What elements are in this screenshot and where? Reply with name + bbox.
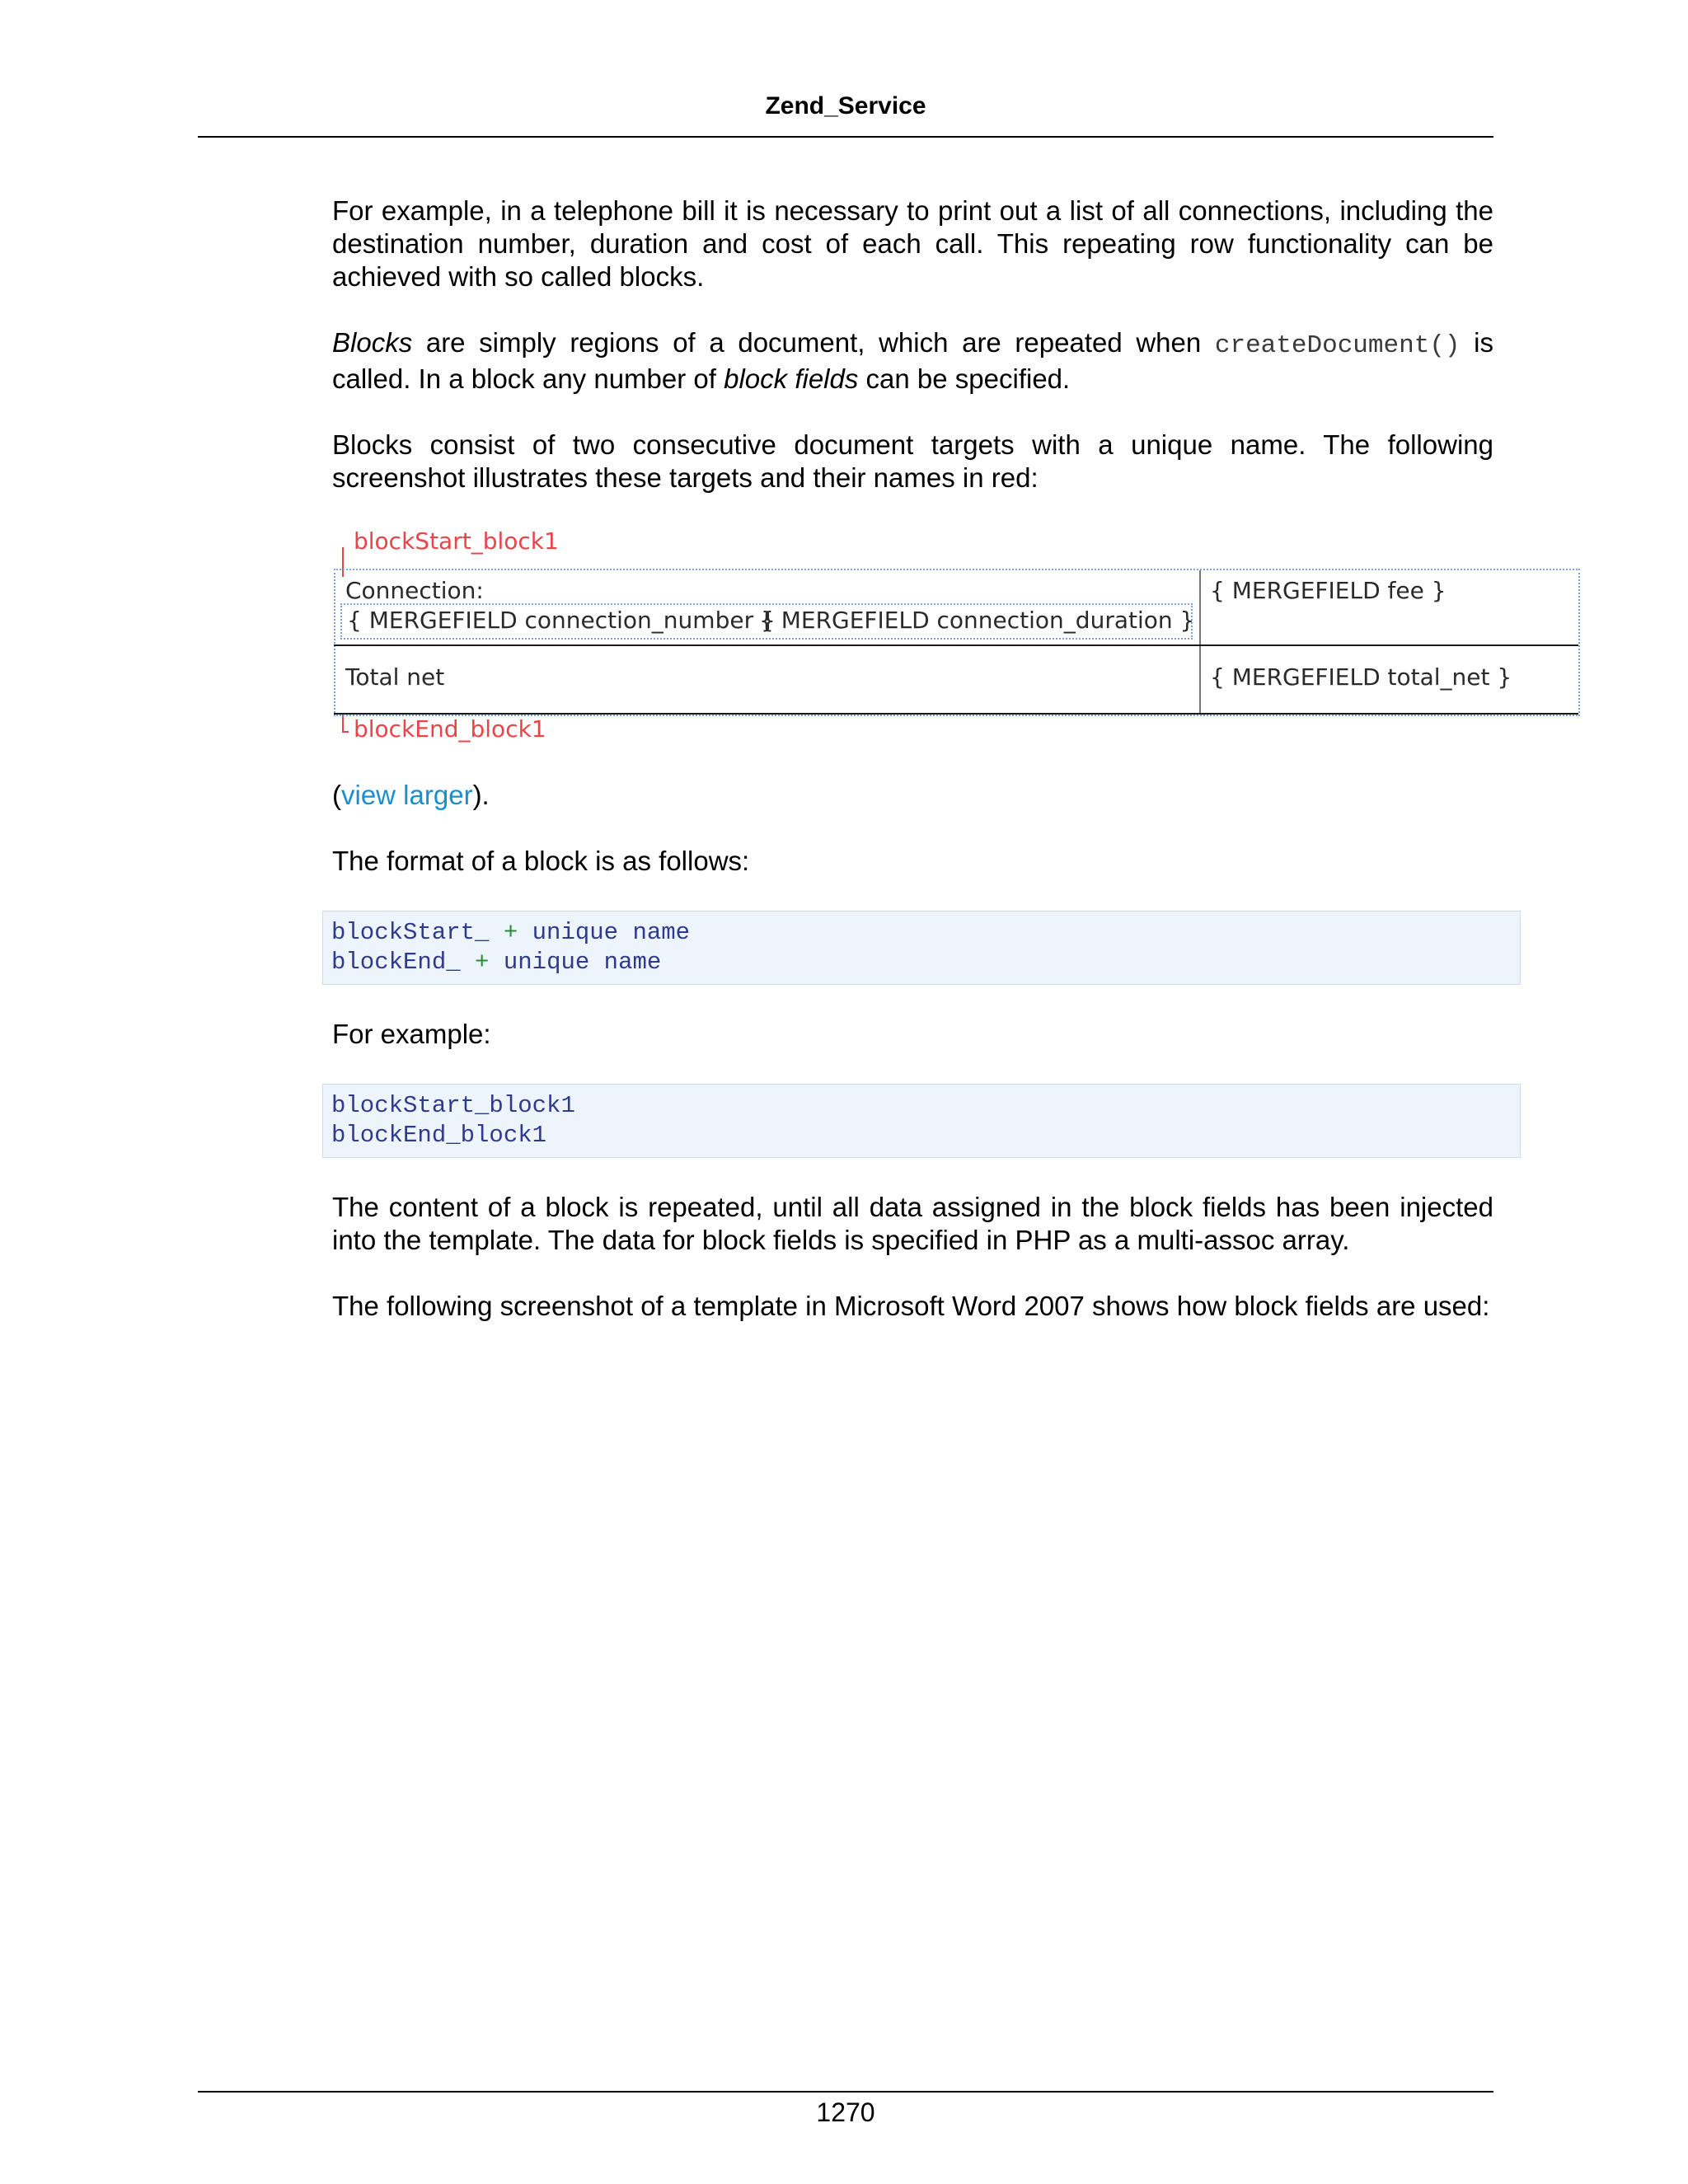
text-segment: can be specified.	[858, 363, 1071, 394]
block-start-label: blockStart_block1	[354, 527, 559, 555]
code-line: blockEnd_block1	[331, 1122, 547, 1149]
code-line: blockStart_block1	[331, 1092, 575, 1119]
block-targets-screenshot	[332, 527, 1578, 746]
page-content	[331, 194, 1512, 1356]
table-column-divider	[1199, 570, 1201, 713]
code-token: blockEnd_	[331, 949, 461, 976]
emphasis-block-fields: block fields	[724, 363, 859, 394]
paragraph-view-larger	[332, 779, 1493, 812]
code-block-example	[322, 1084, 1521, 1158]
emphasis-blocks: Blocks	[332, 327, 413, 358]
code-operator: +	[503, 919, 518, 946]
inline-code-createdocument: createDocument()	[1214, 331, 1461, 360]
paragraph-block-repetition: The content of a block is repeated, until all data assigned in the block fields has been injected into the template. The data for block fields is specified in PHP as a multi-assoc array.	[332, 1192, 1493, 1255]
text-segment: are simply regions of a document, which are repeated when	[412, 327, 1215, 358]
paragraph-word-2007-screenshot: The following screenshot of a template in Microsoft Word 2007 shows how block fields are used:	[332, 1291, 1490, 1321]
code-block-format	[322, 911, 1521, 985]
text-segment: is called. In a block any number of	[332, 327, 1494, 394]
text-segment: (	[332, 780, 341, 810]
fee-field: { MERGEFIELD fee }	[1210, 577, 1447, 604]
page-number: 1270	[816, 2097, 875, 2127]
paragraph-for-example: For example:	[332, 1019, 491, 1049]
page-header-title: Zend_Service	[765, 92, 926, 120]
paragraph-telephone-bill: For example, in a telephone bill it is necessary to print out a list of all connections, including the destination number, duration and cost of each call. This repeating row functionality can be achieved with so called blocks.	[332, 195, 1493, 292]
connection-duration-field: { MERGEFIELD connection_duration }	[759, 607, 1195, 634]
code-token: blockStart_	[331, 919, 490, 946]
connection-number-field: { MERGEFIELD connection_number }	[347, 607, 776, 634]
block-end-label: blockEnd_block1	[354, 715, 546, 743]
paragraph-blocks-targets: Blocks consist of two consecutive document targets with a unique name. The following screenshot illustrates these targets and their names in red:	[332, 429, 1493, 493]
paragraph-format-intro: The format of a block is as follows:	[332, 846, 750, 876]
table-row-divider	[334, 644, 1578, 646]
footer-rule	[198, 2091, 1493, 2093]
header-rule	[198, 136, 1493, 138]
row-connection-label: Connection:	[345, 577, 484, 604]
total-net-field: { MERGEFIELD total_net }	[1210, 663, 1512, 691]
row-total-net-label: Total net	[345, 663, 445, 691]
text-segment: ).	[472, 780, 490, 810]
code-token: unique name	[503, 949, 662, 976]
code-operator: +	[475, 949, 490, 976]
view-larger-link[interactable]: view larger	[341, 780, 473, 810]
table-bottom-border	[334, 713, 1578, 715]
paragraph-blocks-definition	[332, 326, 1493, 396]
code-token: unique name	[532, 919, 691, 946]
